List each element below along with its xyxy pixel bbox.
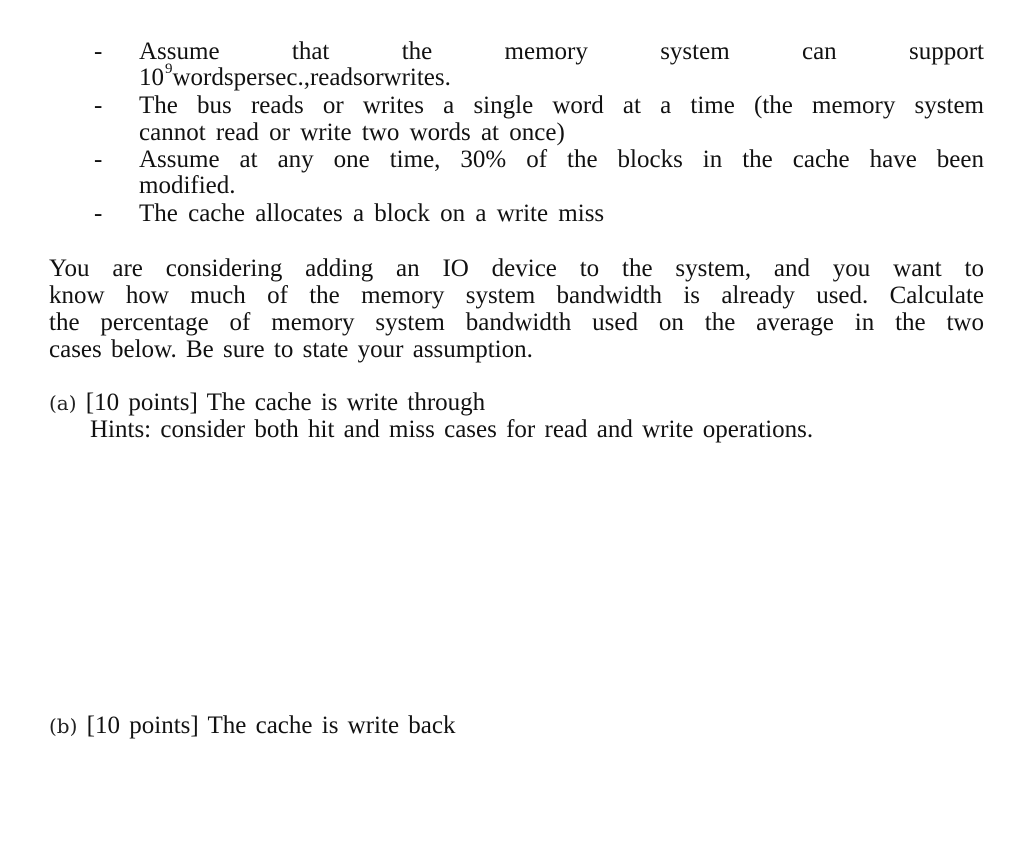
part-a-label: (a) — [49, 391, 77, 415]
bullet-2-line-2: cannot read or write two words at once) — [139, 119, 565, 146]
bullet-2-line-1: The bus reads or writes a single word at a time (the memory system — [139, 92, 984, 119]
part-b-heading — [49, 712, 455, 740]
part-b-text: [10 points] The cache is write back — [86, 712, 456, 739]
bullet-1-line-2 — [139, 61, 984, 95]
bullet-1-line-1: Assume that the memory system can support — [139, 38, 984, 65]
paragraph-line: the percentage of memory system bandwidth used on the average in the two — [49, 309, 984, 336]
part-b-label: (b) — [49, 714, 78, 738]
bandwidth-unit-text: wordspersec.,readsorwrites. — [172, 64, 451, 91]
paragraph-line: know how much of the memory system bandwidth is already used. Calculate — [49, 282, 984, 309]
bullet-dash: - — [94, 38, 103, 65]
bandwidth-exponent: 9 — [165, 61, 173, 77]
bullet-dash: - — [94, 146, 103, 173]
bullet-dash: - — [94, 200, 103, 227]
part-a-hint: Hints: consider both hit and miss cases for read and write operations. — [90, 416, 814, 443]
paragraph-line: cases below. Be sure to state your assumption. — [49, 336, 533, 363]
bandwidth-base: 10 — [139, 64, 164, 91]
paragraph-line: You are considering adding an IO device to the system, and you want to — [49, 255, 984, 282]
part-a-heading — [49, 389, 485, 417]
bullet-4-line-1: The cache allocates a block on a write miss — [139, 200, 605, 227]
bullet-dash: - — [94, 92, 103, 119]
bullet-3-line-1: Assume at any one time, 30% of the blocks in the cache have been — [139, 146, 984, 173]
part-a-text: [10 points] The cache is write through — [85, 389, 486, 416]
question-paragraph — [49, 255, 984, 363]
bullet-3-line-2: modified. — [139, 172, 236, 199]
